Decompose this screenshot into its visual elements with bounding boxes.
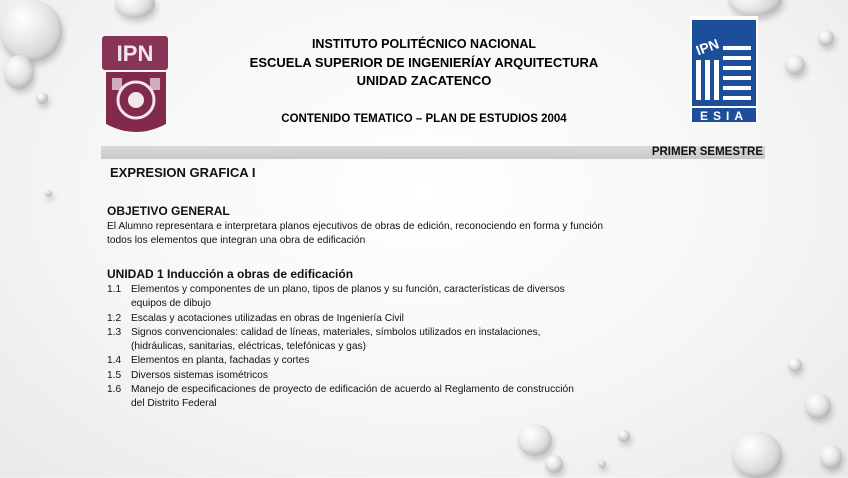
objective-line: todos los elementos que integran una obra de edificación	[107, 235, 366, 246]
objective-title: OBJETIVO GENERAL	[107, 204, 230, 218]
item-number: 1.1	[107, 284, 122, 295]
objective-line: El Alumno representara e interpretara planos ejecutivos de obras de edición, reconociendo en forma y función	[107, 221, 604, 232]
esia-logo-text: ESIA	[699, 109, 749, 122]
water-drop	[518, 424, 552, 456]
unit-title: UNIDAD 1 Inducción a obras de edificación	[107, 267, 354, 281]
list-item	[107, 369, 574, 383]
list-item	[107, 312, 574, 326]
water-drop	[618, 430, 630, 442]
semester-label: PRIMER SEMESTRE	[651, 146, 763, 158]
item-text-continuation: (hidráulicas, sanitarias, eléctricas, telefónicas y gas)	[131, 341, 366, 353]
list-item	[107, 283, 574, 297]
item-text-continuation: del Distrito Federal	[131, 398, 217, 410]
esia-logo-ipn-text: IPN	[693, 35, 722, 59]
water-drop	[728, 0, 782, 16]
list-item	[107, 354, 574, 368]
content-plan-title: CONTENIDO TEMATICO – PLAN DE ESTUDIOS 2004	[281, 113, 567, 125]
unit-campus-title: UNIDAD ZACATENCO	[356, 73, 492, 88]
item-number: 1.5	[107, 369, 122, 381]
item-number: 1.6	[107, 384, 122, 396]
list-item	[107, 326, 574, 340]
item-text: Manejo de especificaciones de proyecto de edificación de acuerdo al Reglamento de construcción	[131, 384, 574, 396]
water-drop	[0, 0, 62, 62]
objective-text	[107, 220, 603, 248]
item-text: Elementos y componentes de un plano, tipos de planos y su función, características de diversos	[131, 284, 565, 295]
water-drop	[820, 445, 842, 469]
list-item	[107, 383, 574, 397]
water-drop	[598, 460, 606, 468]
item-text: Signos convencionales: calidad de líneas, materiales, símbolos utilizados en instalaciones,	[131, 326, 541, 338]
ipn-logo-text: IPN	[116, 41, 154, 66]
water-drop	[45, 190, 52, 197]
institution-title: INSTITUTO POLITÉCNICO NACIONAL	[311, 37, 537, 51]
water-drop	[36, 92, 48, 104]
unit-item-list	[107, 283, 574, 412]
item-number: 1.3	[107, 326, 122, 338]
item-text: Escalas y acotaciones utilizadas en obras de Ingeniería Civil	[131, 312, 404, 324]
item-number: 1.4	[107, 355, 122, 367]
water-drop	[788, 358, 802, 372]
school-title: ESCUELA SUPERIOR DE INGENIERÍAY ARQUITECTURA	[249, 55, 599, 70]
item-text-continuation: equipos de dibujo	[131, 298, 211, 310]
item-text: Diversos sistemas isométricos	[131, 369, 268, 381]
item-text: Elementos en planta, fachadas y cortes	[131, 355, 310, 367]
item-number: 1.2	[107, 312, 122, 324]
water-drop	[115, 0, 155, 18]
course-title: EXPRESION GRAFICA I	[110, 165, 256, 180]
water-drop	[545, 455, 563, 473]
water-drop	[805, 393, 831, 419]
water-drop	[732, 432, 782, 478]
